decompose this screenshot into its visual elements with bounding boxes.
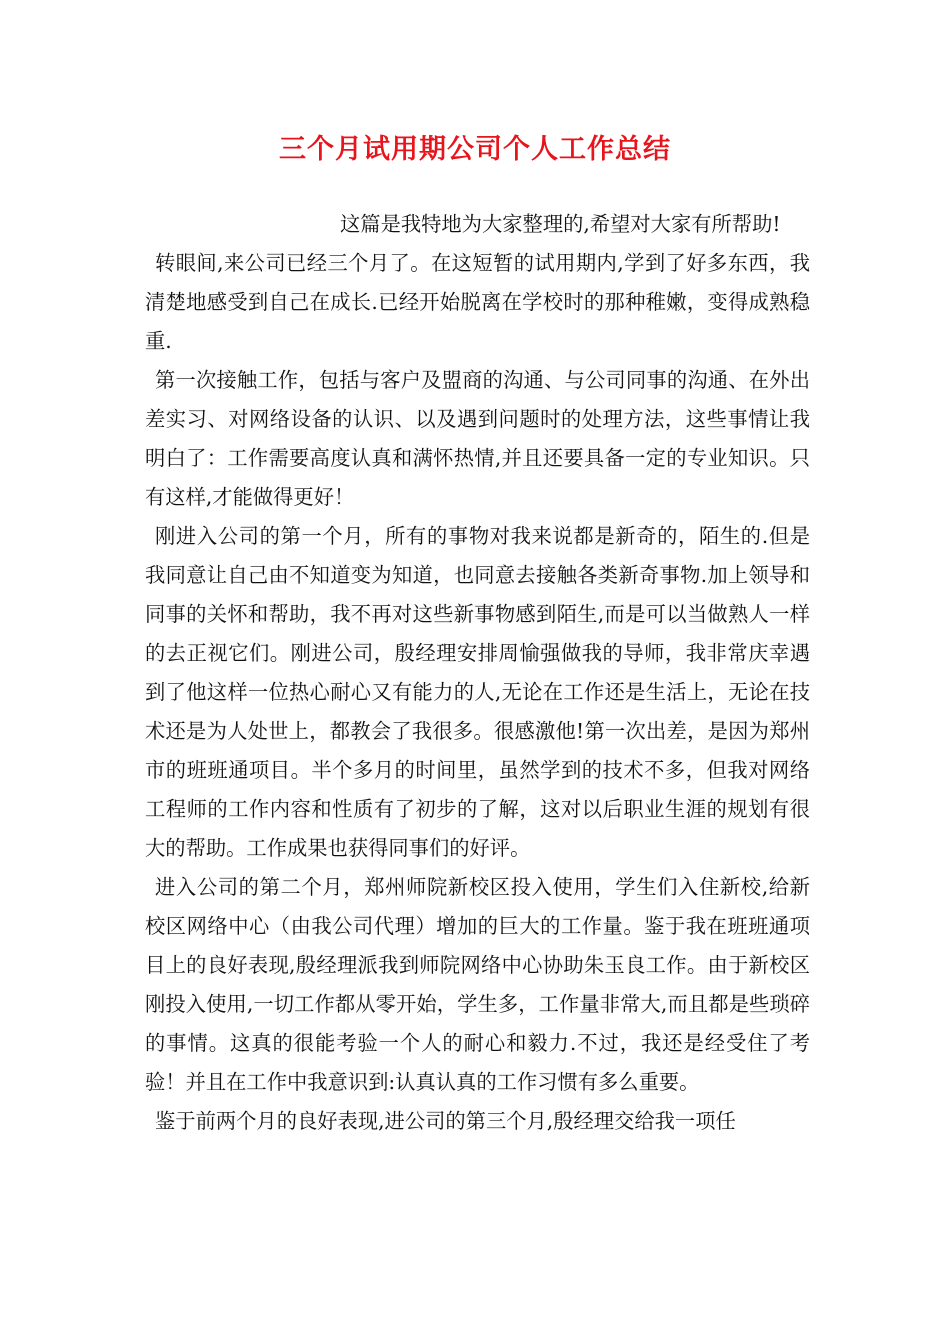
paragraph: 刚进入公司的第一个月，所有的事物对我来说都是新奇的，陌生的.但是我同意让自己由不知道变为知道，也同意去接触各类新奇事物.加上领导和同事的关怀和帮助，我不再对这些新事物感到陌生,而是可以当做熟人一样的去正视它们。刚进公司，殷经理安排周愉强做我的导师，我非常庆幸遇到了他这样一位热心耐心又有能力的人,无论在工作还是生活上，无论在技术还是为人处世上，都教会了我很多。很感激他!第一次出差，是因为郑州市的班班通项目。半个多月的时间里，虽然学到的技术不多，但我对网络工程师的工作内容和性质有了初步的了解，这对以后职业生涯的规划有很大的帮助。工作成果也获得同事们的好评。 <box>145 524 810 860</box>
paragraph: 鉴于前两个月的良好表现,进公司的第三个月,殷经理交给我一项任 <box>155 1109 736 1133</box>
document-body <box>145 205 810 1141</box>
paragraph: 转眼间,来公司已经三个月了。在这短暂的试用期内,学到了好多东西，我清楚地感受到自己在成长.已经开始脱离在学校时的那种稚嫩，变得成熟稳重. <box>145 251 810 353</box>
paragraph: 第一次接触工作，包括与客户及盟商的沟通、与公司同事的沟通、在外出差实习、对网络设备的认识、以及遇到问题时的处理方法，这些事情让我明白了：工作需要高度认真和满怀热情,并且还要具备一定的专业知识。只有这样,才能做得更好！ <box>145 368 810 509</box>
document-title: 三个月试用期公司个人工作总结 <box>279 134 671 165</box>
paragraph: 进入公司的第二个月，郑州师院新校区投入使用，学生们入住新校,给新校区网络中心（由我公司代理）增加的巨大的工作量。鉴于我在班班通项目上的良好表现,殷经理派我到师院网络中心协助朱玉良工作。由于新校区刚投入使用,一切工作都从零开始，学生多，工作量非常大,而且都是些琐碎的事情。这真的很能考验一个人的耐心和毅力.不过，我还是经受住了考验！并且在工作中我意识到:认真认真的工作习惯有多么重要。 <box>145 875 810 1094</box>
paragraph-intro: 这篇是我特地为大家整理的,希望对大家有所帮助! <box>340 212 781 236</box>
